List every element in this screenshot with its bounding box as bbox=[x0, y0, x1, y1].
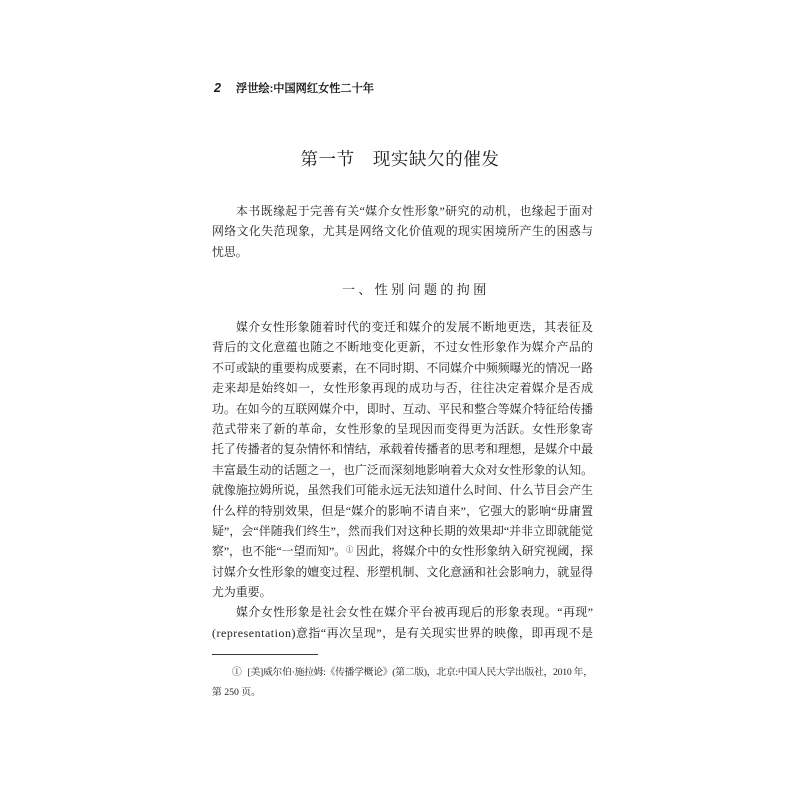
body-line bbox=[212, 201, 593, 221]
line-text: 媒介女性形象是社会女性在媒介平台被再现后的形象表现。“再现” bbox=[236, 605, 594, 620]
footnote-line bbox=[212, 683, 593, 703]
body-line bbox=[212, 358, 593, 378]
line-text: 就像施拉姆所说，虽然我们可能永远无法知道什么时间、什么节目会产生 bbox=[212, 483, 594, 498]
body-line bbox=[212, 521, 593, 541]
body-line bbox=[212, 317, 593, 337]
footnote bbox=[212, 663, 593, 703]
body-line bbox=[212, 623, 593, 643]
line-text: (representation)意指“再次呈现”，是有关现实世界的映像，即再现不是 bbox=[212, 625, 594, 640]
line-text: 什么样的特别效果，但是“媒介的影响不请自来”，它强大的影响“毋庸置 bbox=[212, 503, 594, 518]
footnote-rule bbox=[212, 654, 318, 655]
body-line bbox=[212, 439, 593, 459]
line-text: 走来却是始终如一，女性形象再现的成功与否，往往决定着媒介是否成 bbox=[212, 381, 594, 396]
body-line bbox=[212, 582, 593, 602]
body-line bbox=[212, 562, 593, 582]
line-text: 尤为重要。 bbox=[212, 585, 272, 600]
body-line bbox=[212, 399, 593, 419]
line-text: 范式带来了新的革命，女性形象的呈现因而变得更为活跃。女性形象寄 bbox=[212, 421, 594, 436]
line-text: 背后的文化意蕴也随之不断地变化更新，不过女性形象作为媒介产品的 bbox=[212, 340, 594, 355]
body-line bbox=[212, 242, 593, 262]
line-text: 功。在如今的互联网媒介中，即时、互动、平民和整合等媒介特征给传播 bbox=[212, 401, 594, 416]
line-text: 疑”，会“伴随我们终生”，然而我们对这种长期的效果却“并非立即就能觉 bbox=[212, 523, 594, 538]
footnote-reference: ① bbox=[346, 544, 354, 554]
body-paragraph bbox=[212, 602, 593, 643]
line-text: 本书既缘起于完善有关“媒介女性形象”研究的动机，也缘起于面对 bbox=[236, 204, 594, 218]
line-text: 不可或缺的重要构成要素，在不同时期、不同媒介中频频曝光的情况一路 bbox=[212, 360, 594, 375]
body-line bbox=[212, 460, 593, 480]
running-title: 浮世绘:中国网红女性二十年 bbox=[236, 83, 374, 95]
footnote-marker: ① bbox=[232, 667, 242, 678]
page-header bbox=[214, 80, 374, 96]
body-line bbox=[212, 602, 593, 622]
line-text: 丰富最生动的话题之一，也广泛而深刻地影响着大众对女性形象的认知。 bbox=[212, 462, 594, 477]
line-text-after-note: 因此，将媒介中的女性形象纳入研究视阈，探 bbox=[353, 544, 593, 559]
subsection-title: 一、性别问题的拘囿 bbox=[342, 282, 490, 297]
line-text: 讨媒介女性形象的嬗变过程、形塑机制、文化意涵和社会影响力，就显得 bbox=[212, 564, 594, 579]
body-line bbox=[212, 378, 593, 398]
body-text bbox=[212, 317, 593, 643]
footnote-text: 第 250 页。 bbox=[212, 687, 261, 698]
line-text bbox=[212, 541, 593, 561]
intro-paragraph bbox=[212, 201, 593, 262]
body-line bbox=[212, 337, 593, 357]
page-number: 2 bbox=[214, 81, 221, 95]
body-paragraph bbox=[212, 317, 593, 602]
line-text: 网络文化失范现象，尤其是网络文化价值观的现实困境所产生的困惑与 bbox=[212, 224, 594, 239]
body-line bbox=[212, 541, 593, 561]
footnote-line bbox=[212, 663, 593, 683]
line-text-before-note: 察”，也不能“一望而知”。 bbox=[212, 544, 347, 559]
body-line bbox=[212, 480, 593, 500]
body-line bbox=[212, 419, 593, 439]
line-text: 忧思。 bbox=[212, 244, 248, 259]
footnote-citation: [美]威尔伯·施拉姆:《传播学概论》(第二版)，北京:中国人民大学出版社，2010 年， bbox=[247, 667, 593, 678]
body-line bbox=[212, 221, 593, 241]
footnote-text bbox=[232, 663, 593, 683]
section-title: 第一节 现实缺欠的催发 bbox=[300, 150, 500, 170]
line-text: 媒介女性形象随着时代的变迁和媒介的发展不断地更迭，其表征及 bbox=[236, 320, 594, 334]
line-text: 托了传播者的复杂情怀和情结，承载着传播者的思考和理想，是媒介中最 bbox=[212, 442, 594, 457]
body-line bbox=[212, 501, 593, 521]
